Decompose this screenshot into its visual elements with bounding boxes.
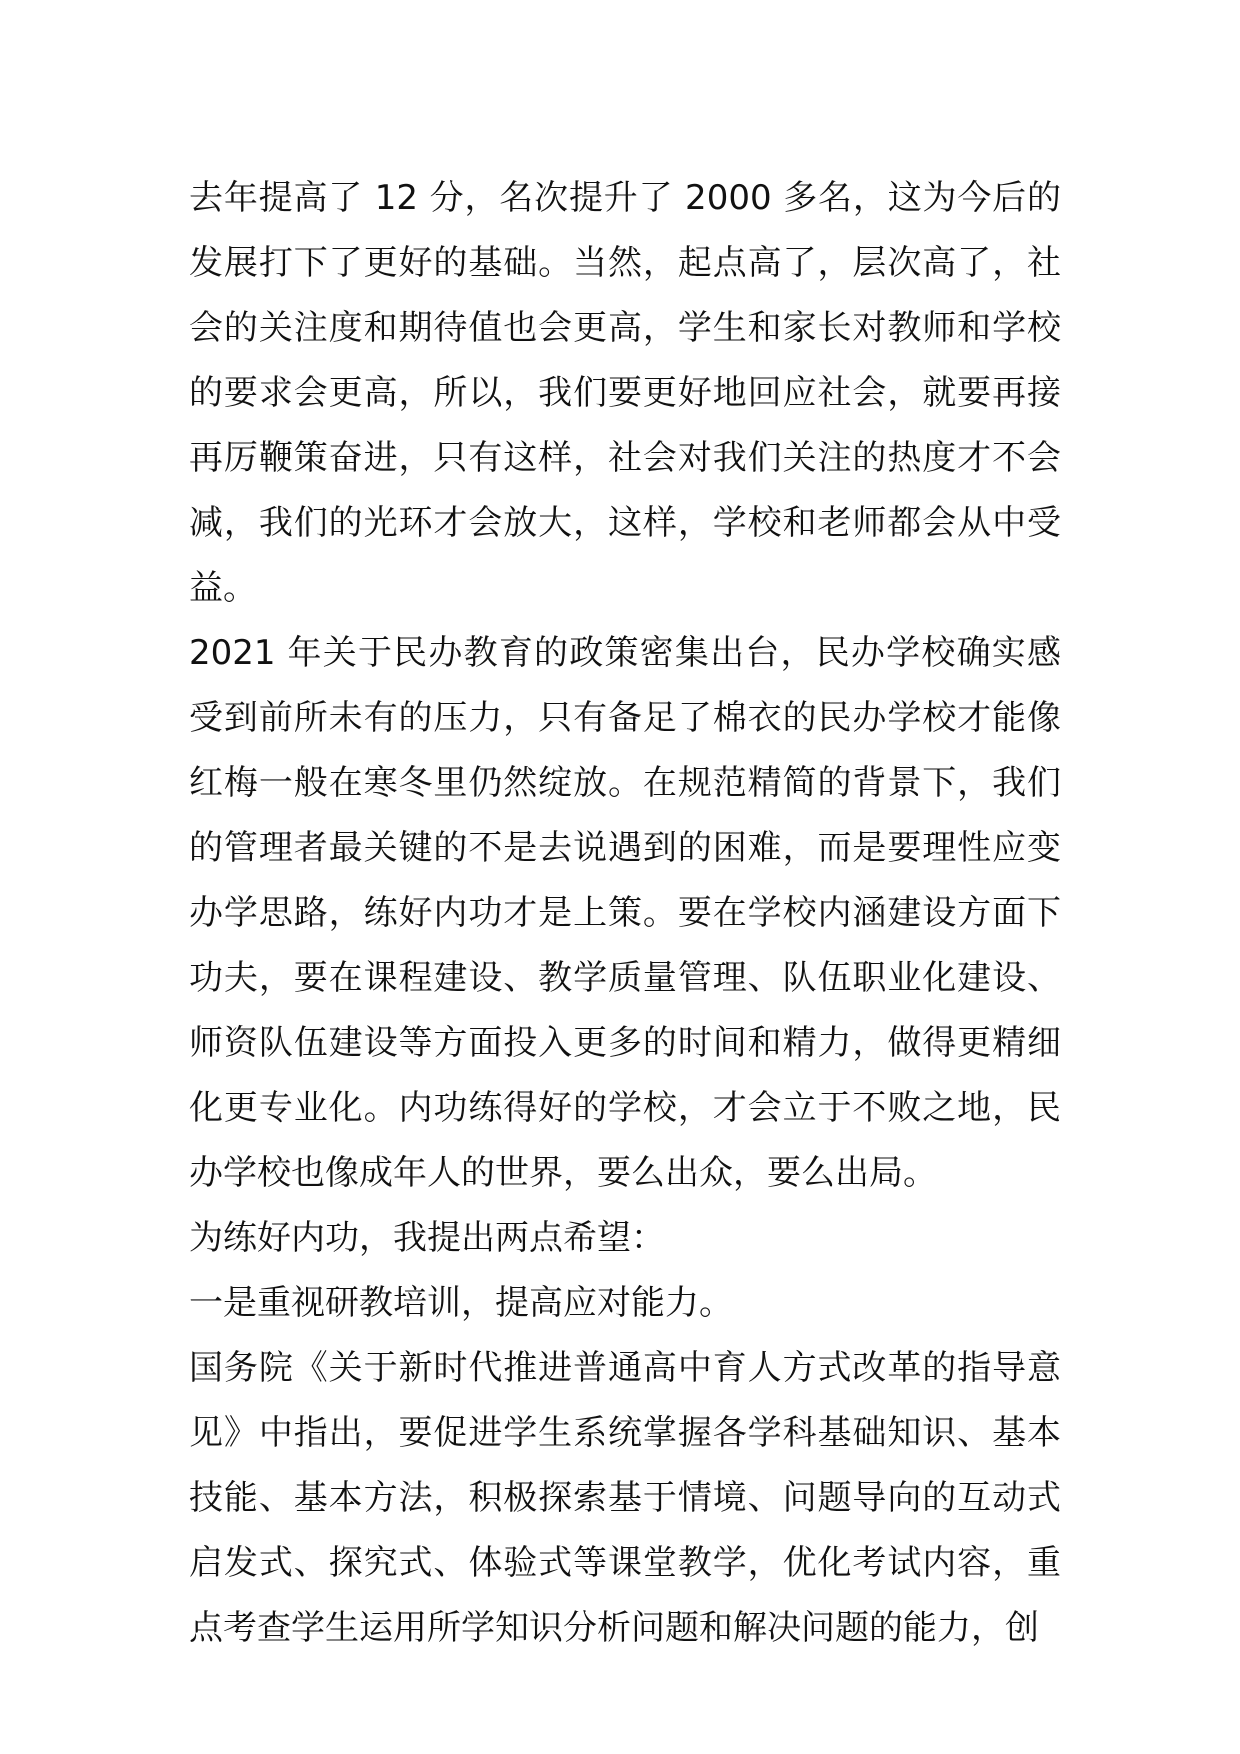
paragraph-2: 2021 年关于民办教育的政策密集出台，民办学校确实感受到前所未有的压力，只有备足了棉衣的民办学校才能像红梅一般在寒冬里仍然绽放。在规范精简的背景下，我们的管理者最关键的不是去说遇到的困难，而是要理性应变办学思路，练好内功才是上策。要在学校内涵建设方面下功夫，要在课程建设、教学质量管理、队伍职业化建设、师资队伍建设等方面投入更多的时间和精力，做得更精细化更专业化。内功练得好的学校，才会立于不败之地，民办学校也像成年人的世界，要么出众，要么出局。 xyxy=(189,633,1061,1193)
document-body xyxy=(189,166,1061,1661)
paragraph-1: 去年提高了 12 分，名次提升了 2000 多名，这为今后的发展打下了更好的基础。当然，起点高了，层次高了，社会的关注度和期待值也会更高，学生和家长对教师和学校的要求会更高，所以，我们要更好地回应社会，就要再接再厉鞭策奋进，只有这样，社会对我们关注的热度才不会减，我们的光环才会放大，这样，学校和老师都会从中受益。 xyxy=(189,178,1061,608)
paragraph-4: 一是重视研教培训，提高应对能力。 xyxy=(189,1283,733,1323)
paragraph-5: 国务院《关于新时代推进普通高中育人方式改革的指导意见》中指出，要促进学生系统掌握各学科基础知识、基本技能、基本方法，积极探索基于情境、问题导向的互动式启发式、探究式、体验式等课堂教学，优化考试内容，重点考查学生运用所学知识分析问题和解决问题的能力，创 xyxy=(189,1348,1061,1648)
paragraph-3: 为练好内功，我提出两点希望： xyxy=(189,1218,665,1258)
